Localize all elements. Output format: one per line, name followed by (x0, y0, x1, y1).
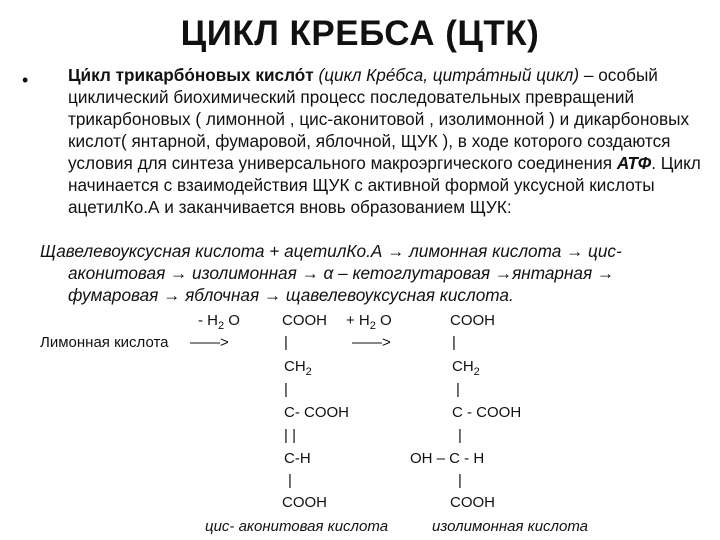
chain-line-2: аконитовая → изолимонная → α – кетоглутаровая →янтарная → (68, 263, 615, 283)
formula-right-row-6: | (458, 427, 462, 444)
chain-line-1: Щавелевоуксусная кислота + ацетилКо.А → лимонная кислота → цис- (40, 241, 622, 261)
caption-isocitric: изолимонная кислота (432, 518, 589, 535)
formula-right-row-8: | (458, 472, 462, 489)
formula-right-row-7: OH – C - H (410, 450, 485, 467)
formula-right-row-2: | (452, 334, 456, 351)
formula-left-row-2: | (284, 334, 288, 351)
formula-left-row-7: C-H (284, 450, 311, 467)
reaction-arrow-2: ——> (352, 334, 391, 351)
bullet-icon: • (22, 70, 29, 90)
formula-right-row-5: C - COOH (452, 404, 522, 421)
atp-term: АТФ (616, 153, 652, 173)
formula-right-row-1: COOH (450, 312, 495, 329)
plus-water-label: + $H_2$ O (346, 312, 392, 332)
formula-left-row-8: | (288, 472, 292, 489)
formula-left-row-3: $CH_2$ (284, 358, 312, 378)
formula-left-row-5: C- COOH (284, 404, 349, 421)
formula-right-row-4: | (456, 381, 460, 398)
definition-term: Ци́кл трикарбо́новых кисло́т (68, 65, 314, 85)
formula-right-row-3: $CH_2$ (452, 358, 480, 378)
definition-paragraph (68, 64, 708, 218)
definition-text-1: – особый циклический биохимический процесс последовательных превращений трикарбоновых ( лимонной , цис-аконитовой , изолимонной ) и дикарбоновых кислот( янтарной, фумаровой, яблочной, ЩУК ), в ходе которого создаются условия для синтеза универсального макроэргического соединения (68, 65, 690, 173)
formula-left-row-4: | (284, 381, 288, 398)
definition-text-2: . Цикл начинается с взаимодействия ЩУК с активной формой уксусной кислоты ацетилКо.А и заканчивается вновь образованием ЩУК: (68, 153, 701, 217)
chain-line-3: фумаровая → яблочная → щавелевоуксусная кислота. (68, 285, 514, 305)
formula-left-row-9: COOH (282, 494, 327, 511)
formula-right-row-9: COOH (450, 494, 495, 511)
slide-title: ЦИКЛ КРЕБСА (ЦТК) (180, 14, 540, 53)
definition-aliases: (цикл Кре́бса, цитра́тный цикл) (318, 65, 580, 85)
reaction-arrow-1: ——> (190, 334, 229, 351)
formula-left-row-6: | | (284, 427, 296, 444)
formula-left-row-1: COOH (282, 312, 327, 329)
cycle-chain (40, 240, 710, 306)
caption-cis-aconitic: цис- аконитовая кислота (205, 518, 389, 535)
citric-acid-label: Лимонная кислота (40, 334, 169, 351)
minus-water-label: - $H_2$ O (198, 312, 240, 332)
